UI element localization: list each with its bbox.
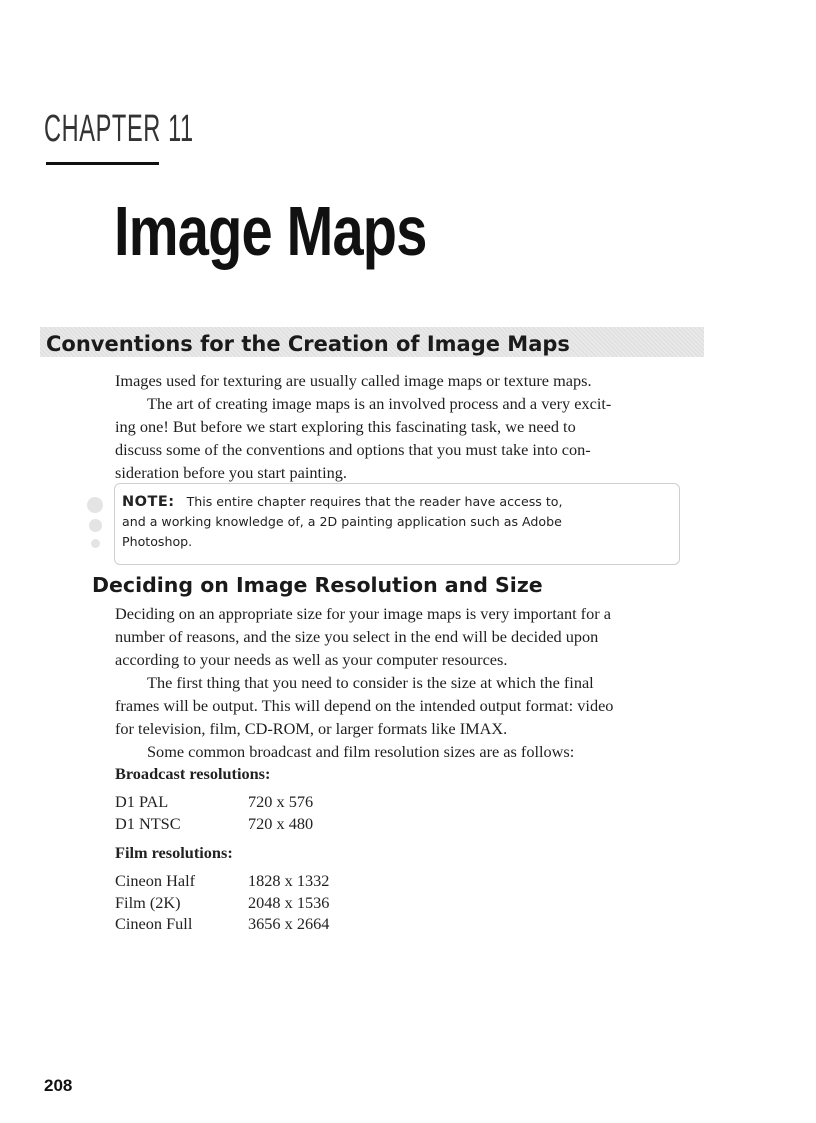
table-row — [115, 913, 329, 935]
table-row — [115, 892, 329, 914]
intro-paragraph — [115, 369, 611, 392]
chapter-title: Image Maps — [114, 192, 427, 270]
body-line: The art of creating image maps is an involved process and a very excit- — [147, 394, 612, 413]
body-line: Deciding on an appropriate size for your image maps is very important for a — [115, 604, 611, 623]
note-dot-icon — [91, 539, 100, 548]
note-line: and a working knowledge of, a 2D painting application such as Adobe — [122, 514, 562, 529]
table-row — [115, 813, 313, 835]
body-paragraph — [115, 740, 613, 763]
section-body — [115, 369, 611, 484]
table-row — [115, 870, 329, 892]
resolution-name: Cineon Full — [115, 914, 193, 933]
table-row — [115, 791, 313, 813]
resolution-name: Cineon Half — [115, 871, 196, 890]
body-line: number of reasons, and the size you select in the end will be decided upon — [115, 627, 599, 646]
body-line: Some common broadcast and film resolution sizes are as follows: — [147, 742, 575, 761]
resolution-size: 3656 x 2664 — [248, 914, 330, 933]
body-line: frames will be output. This will depend on the intended output format: video — [115, 696, 614, 715]
resolution-size: 1828 x 1332 — [248, 871, 330, 890]
note-line: Photoshop. — [122, 534, 193, 549]
subsection-body — [115, 602, 613, 763]
intro-line: Images used for texturing are usually called image maps or texture maps. — [115, 371, 592, 390]
body-line: discuss some of the conventions and options that you must take into con- — [115, 440, 591, 459]
body-paragraph — [115, 392, 611, 484]
resolution-name: D1 PAL — [115, 792, 169, 811]
body-line: according to your needs as well as your computer resources. — [115, 650, 508, 669]
film-heading: Film resolutions: — [115, 843, 233, 862]
note-dot-icon — [89, 519, 102, 532]
note-line: This entire chapter requires that the reader have access to, — [186, 494, 563, 509]
resolution-size: 720 x 576 — [248, 792, 314, 811]
section-heading: Conventions for the Creation of Image Maps — [46, 332, 570, 356]
note-label: NOTE: — [122, 494, 175, 510]
body-paragraph — [115, 602, 613, 671]
body-paragraph — [115, 671, 613, 740]
broadcast-list — [115, 763, 313, 834]
resolution-name: Film (2K) — [115, 892, 181, 912]
note-dot-icon — [87, 497, 103, 513]
chapter-label: CHAPTER 11 — [44, 108, 194, 150]
resolution-size: 720 x 480 — [248, 813, 314, 833]
body-line: ing one! But before we start exploring this fascinating task, we need to — [115, 417, 576, 436]
chapter-rule — [46, 162, 159, 165]
resolution-size: 2048 x 1536 — [248, 892, 330, 912]
subsection-heading: Deciding on Image Resolution and Size — [92, 573, 543, 597]
body-line: for television, film, CD-ROM, or larger formats like IMAX. — [115, 719, 508, 738]
body-line: The first thing that you need to consider is the size at which the final — [147, 673, 594, 692]
broadcast-heading: Broadcast resolutions: — [115, 764, 271, 783]
page-number: 208 — [44, 1076, 73, 1095]
body-line: sideration before you start painting. — [115, 463, 347, 482]
resolution-name: D1 NTSC — [115, 813, 181, 833]
note-text — [122, 492, 562, 552]
film-list — [115, 842, 329, 935]
